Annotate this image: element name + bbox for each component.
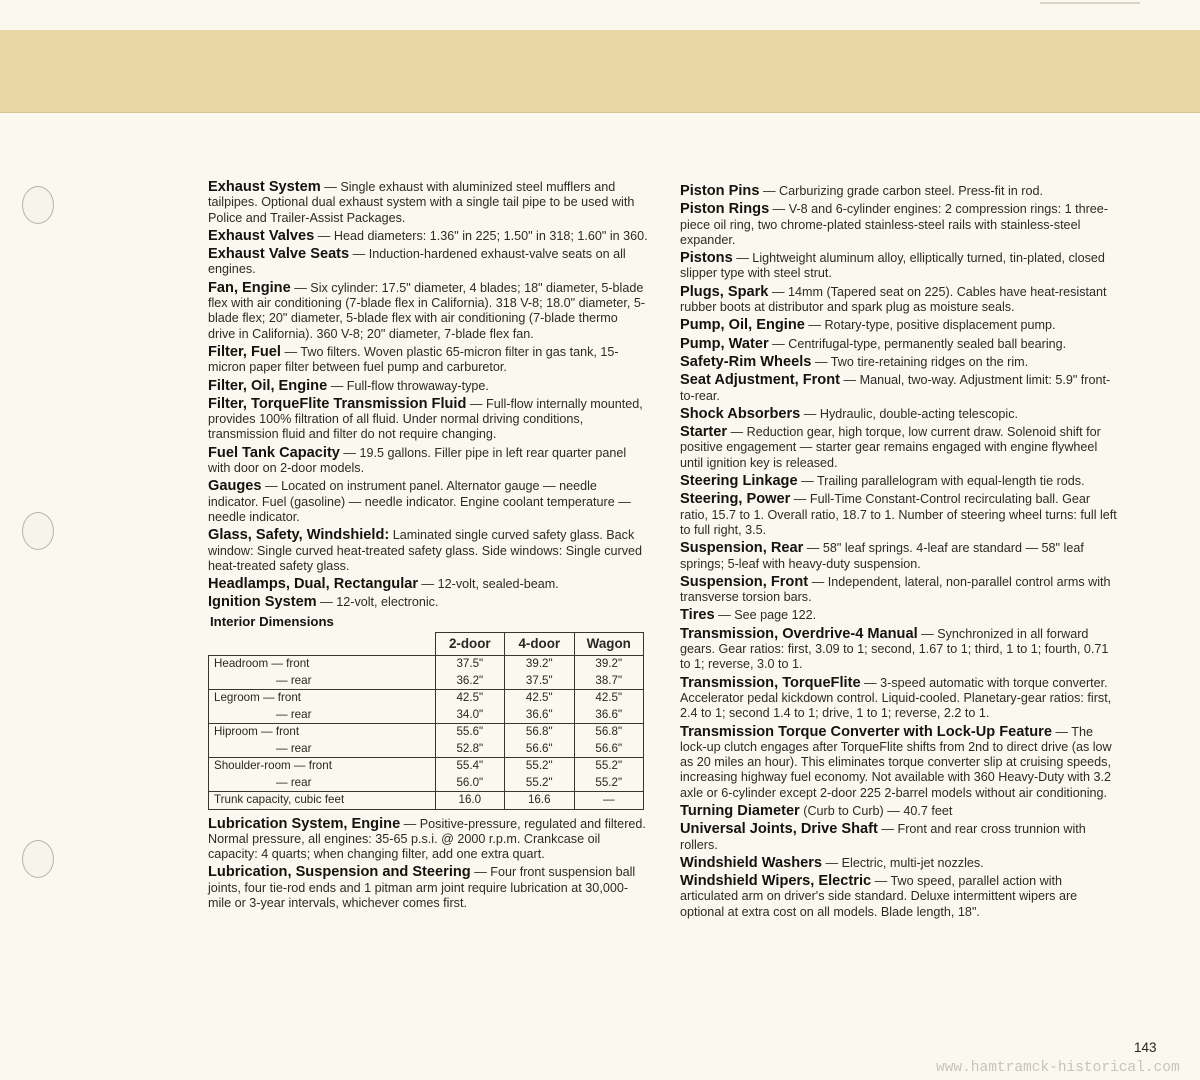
spec-column-left [208,180,648,914]
spec-entry [680,184,1120,199]
spec-description: — Lightweight aluminum alloy, elliptically turned, tin-plated, closed slipper type with steel strut. [680,251,1105,281]
row-label-cell [209,792,436,810]
dimension-value: 42.5" [574,690,644,707]
table-row [209,707,644,724]
page-number: 143 [1134,1040,1157,1055]
spec-description: — 58" leaf springs. 4-leaf are standard — 58" leaf springs; 5-leaf with heavy-duty suspension. [680,541,1084,571]
table-row [209,656,644,673]
spec-description: — Manual, two-way. Adjustment limit: 5.9" front-to-rear. [680,373,1111,403]
spec-entry [680,874,1120,920]
header-color-band [0,30,1200,113]
spec-description: — Electric, multi-jet nozzles. [822,855,984,870]
spec-term: Suspension, Front [680,573,809,590]
dimension-value: 56.6" [505,741,574,758]
spec-term: Windshield Wipers, Electric [680,873,872,890]
spec-entry [208,577,648,592]
spec-entry [680,251,1120,282]
spec-entry [680,337,1120,352]
spec-description: — Two filters. Woven plastic 65-micron filter in gas tank, 15-micron paper filter between fuel pump and carburetor. [208,344,619,375]
spec-term: Steering Linkage [680,473,798,490]
binder-hole-top [22,186,54,224]
row-label: — rear [276,673,312,687]
table-row [209,792,644,810]
dimension-value: 55.6" [435,724,504,741]
spec-entry [208,479,648,525]
spec-term: Shock Absorbers [680,405,801,422]
table-row [209,724,644,741]
row-label: Hiproom — front [214,725,300,739]
spec-term: Filter, TorqueFlite Transmission Fluid [208,395,467,412]
spec-term: Suspension, Rear [680,540,804,557]
spec-entry [208,817,648,863]
dimension-value: 37.5" [435,656,504,673]
table-row [209,775,644,792]
spec-term: Steering, Power [680,491,791,508]
spec-term: Pump, Water [680,335,769,352]
dimension-value: 36.6" [574,707,644,724]
spec-description: — Synchronized in all forward gears. Gear ratios: first, 3.09 to 1; second, 1.67 to 1; third, 1 to 1; fourth, 0.71 to 1; reverse, 3.0 to 1. [680,626,1109,672]
spec-entry [208,281,648,342]
row-label-cell [209,775,436,792]
table-row [209,741,644,758]
left-spec-list [208,180,648,611]
spec-entry [208,528,648,574]
spec-term: Universal Joints, Drive Shaft [680,821,878,838]
spec-term: Starter [680,424,728,441]
spec-description: — Reduction gear, high torque, low current draw. Solenoid shift for positive engagement — starter gear remains engaged with engine flywheel until ignition key is released. [680,425,1101,470]
page-top-margin [0,0,1200,30]
spec-description: — The lock-up clutch engages after TorqueFlite shifts from 2nd to direct drive (as low as 20 miles an hour). This eliminates torque converter slip at cruising speeds, increasing highway fuel economy. Not available with 360 Heavy-Duty with 3.2 axle or 6-cylinder except 2-door 225 2-barrel models without air conditioning. [680,724,1112,800]
spec-description: — Four front suspension ball joints, four tie-rod ends and 1 pitman arm joint require lubrication at 30,000-mile or 3-year intervals, whichever comes first. [208,865,636,910]
table-row [209,673,644,690]
spec-term: Turning Diameter [680,802,800,819]
table-header-blank [209,633,436,656]
spec-entry [680,407,1120,422]
spec-description: — Centrifugal-type, permanently sealed ball bearing. [768,336,1067,351]
binder-hole-bottom [22,840,54,878]
spec-term: Windshield Washers [680,854,823,871]
spec-description: — Two tire-retaining ridges on the rim. [811,354,1029,369]
row-label: — rear [276,707,312,721]
spec-entry [208,397,648,443]
spec-term: Plugs, Spark [680,283,769,300]
table-body [209,656,644,810]
spec-description: — Trailing parallelogram with equal-length tie rods. [797,474,1085,489]
dimension-value: 38.7" [574,673,644,690]
spec-term: Filter, Fuel [208,343,281,360]
spec-entry [680,425,1120,471]
dimension-value: — [574,792,644,810]
dimension-value: 39.2" [574,656,644,673]
table-header-wagon: Wagon [574,633,644,656]
spec-entry [680,804,1120,819]
row-label-cell [209,707,436,724]
spec-term: Exhaust Valve Seats [208,246,350,263]
spec-description: — 14mm (Tapered seat on 225). Cables have heat-resistant rubber boots at distributor and spark plug as moisture seals. [680,284,1107,315]
spec-entry [680,492,1120,538]
top-rule [1040,2,1140,4]
spec-term: Fan, Engine [208,279,291,296]
spec-term: Fuel Tank Capacity [208,444,340,461]
spec-term: Exhaust Valves [208,227,315,244]
dimension-value: 55.2" [505,775,574,792]
table-header-row [209,633,644,656]
dimension-value: 55.2" [574,758,644,775]
spec-entry [680,373,1120,404]
dimension-value: 16.6 [505,792,574,810]
spec-term: Transmission Torque Converter with Lock-Up Feature [680,723,1052,740]
row-label: — rear [276,775,312,789]
dimension-value: 16.0 [435,792,504,810]
spec-entry [680,541,1120,572]
dimension-value: 56.0" [435,775,504,792]
dimension-value: 39.2" [505,656,574,673]
spec-description: — Six cylinder: 17.5" diameter, 4 blades; 18" diameter, 5-blade flex with air conditioning (7-blade flex in California). 318 V-8; 18.0" diameter, 5-blade flex; 20" diameter, 5-blade flex with air conditioning (7-blade thermo drive in California). 360 V-8; 20" diameter, 7-blade flex fan. [208,280,646,341]
spec-term: Exhaust System [208,179,321,195]
row-label: Shoulder-room — front [214,759,332,773]
row-label: Trunk capacity, cubic feet [214,793,345,807]
dimension-value: 34.0" [435,707,504,724]
right-spec-list [680,184,1120,920]
interior-dimensions-title: Interior Dimensions [210,613,334,629]
dimension-value: 36.6" [505,707,574,724]
spec-entry [208,446,648,477]
dimension-value: 56.8" [574,724,644,741]
spec-description: — Independent, lateral, non-parallel control arms with transverse torsion bars. [680,574,1111,605]
spec-entry [680,318,1120,333]
spec-description: — Single exhaust with aluminized steel mufflers and tailpipes. Optional dual exhaust system with a single tail pipe to be used with Police and Trailer-Assist Packages. [208,180,635,225]
spec-term: Piston Pins [680,183,760,199]
spec-entry [208,345,648,376]
row-label-cell [209,656,436,673]
spec-description: — 3-speed automatic with torque converter. Accelerator pedal kickdown control. Liquid-cooled. Planetary-gear ratios: first, 2.4 to 1; second 1.4 to 1; drive, 1 to 1; reverse, 2.2 to 1. [680,675,1112,721]
spec-description: — Carburizing grade carbon steel. Press-fit in rod. [759,184,1043,198]
spec-entry [680,608,1120,623]
interior-dimensions-table [208,632,644,810]
dimension-value: 56.8" [505,724,574,741]
spec-description: — V-8 and 6-cylinder engines: 2 compression rings: 1 three-piece oil ring, two chrome-plated stainless-steel rails with stainless-steel expander. [680,202,1108,247]
row-label-cell [209,690,436,707]
table-header-4door: 4-door [505,633,574,656]
spec-description: — Full-flow throwaway-type. [327,378,489,393]
row-label-cell [209,741,436,758]
spec-term: Tires [680,607,715,624]
spec-description: — Located on instrument panel. Alternator gauge — needle indicator. Fuel (gasoline) — needle indicator. Engine coolant temperature — needle indicator. [208,479,631,524]
spec-entry [680,856,1120,871]
row-label-cell [209,673,436,690]
spec-description: — Induction-hardened exhaust-valve seats on all engines. [208,247,626,277]
spec-entry [680,355,1120,370]
table-row [209,690,644,707]
spec-description: — Head diameters: 1.36" in 225; 1.50" in 318; 1.60" in 360. [314,228,648,243]
spec-description: — 12-volt, electronic. [316,595,439,610]
spec-entry [680,725,1120,801]
spec-entry [680,822,1120,853]
spec-description: — See page 122. [714,608,817,623]
spec-column-right [680,184,1120,923]
spec-entry [208,180,648,226]
table-row [209,758,644,775]
spec-entry [680,575,1120,606]
footer-watermark-url: www.hamtramck-historical.com [936,1060,1180,1076]
spec-entry [680,474,1120,489]
dimension-value: 36.2" [435,673,504,690]
spec-description: — 12-volt, sealed-beam. [418,577,559,592]
spec-description: — Front and rear cross trunnion with rollers. [680,822,1086,852]
spec-term: Piston Rings [680,201,770,218]
spec-entry [680,285,1120,316]
spec-term: Ignition System [208,594,317,611]
spec-description: — Rotary-type, positive displacement pump. [804,318,1056,333]
spec-term: Filter, Oil, Engine [208,377,328,394]
spec-description: — Full-flow internally mounted, provides 100% filtration of all fluid. Under normal driving conditions, transmission fluid and filter do not require changing. [208,396,643,442]
spec-entry [680,202,1120,248]
dimension-value: 56.6" [574,741,644,758]
binder-hole-middle [22,512,54,550]
spec-description: — Two speed, parallel action with articulated arm on driver's side standard. Deluxe intermittent wipers are optional at extra cost on all models. Blade length, 18". [680,874,1078,919]
spec-term: Headlamps, Dual, Rectangular [208,576,419,593]
row-label-cell [209,724,436,741]
dimension-value: 55.2" [505,758,574,775]
dimension-value: 52.8" [435,741,504,758]
spec-term: Transmission, TorqueFlite [680,674,861,691]
row-label: Legroom — front [214,691,301,705]
spec-entry [680,627,1120,673]
dimension-value: 37.5" [505,673,574,690]
dimension-value: 42.5" [435,690,504,707]
spec-term: Lubrication, Suspension and Steering [208,864,471,881]
spec-term: Pistons [680,250,733,267]
spec-description: Laminated single curved safety glass. Back window: Single curved heat-treated safety glass. Side windows: Single curved heat-treated safety glass. [208,528,643,573]
spec-term: Pump, Oil, Engine [680,317,805,334]
spec-term: Glass, Safety, Windshield: [208,527,390,544]
dimension-value: 55.4" [435,758,504,775]
spec-entry [208,865,648,911]
spec-description: (Curb to Curb) — 40.7 feet [799,803,953,818]
row-label: Headroom — front [214,657,310,671]
spec-entry [680,676,1120,722]
row-label: — rear [276,741,312,755]
spec-entry [208,229,648,244]
left-spec-list-continued [208,817,648,912]
spec-description: — Positive-pressure, regulated and filtered. Normal pressure, all engines: 35-65 p.s.i. @ 2000 r.p.m. Crankcase oil capacity: 4 quarts; when changing filter, add one extra quart. [208,816,646,862]
row-label-cell [209,758,436,775]
spec-entry [208,379,648,394]
spec-term: Transmission, Overdrive-4 Manual [680,625,918,642]
dimension-value: 42.5" [505,690,574,707]
spec-term: Safety-Rim Wheels [680,353,812,370]
dimension-value: 55.2" [574,775,644,792]
spec-description: — 19.5 gallons. Filler pipe in left rear quarter panel with door on 2-door models. [208,445,627,476]
spec-term: Gauges [208,478,262,495]
table-header-2door: 2-door [435,633,504,656]
spec-term: Lubrication System, Engine [208,815,401,832]
spec-entry [208,595,648,610]
spec-term: Seat Adjustment, Front [680,372,840,389]
spec-description: — Full-Time Constant-Control recirculating ball. Gear ratio, 15.7 to 1. Overall ratio, 18.7 to 1. Number of steering wheel turns: full left to full right, 3.5. [680,492,1117,537]
spec-entry [208,247,648,278]
spec-description: — Hydraulic, double-acting telescopic. [800,406,1019,421]
